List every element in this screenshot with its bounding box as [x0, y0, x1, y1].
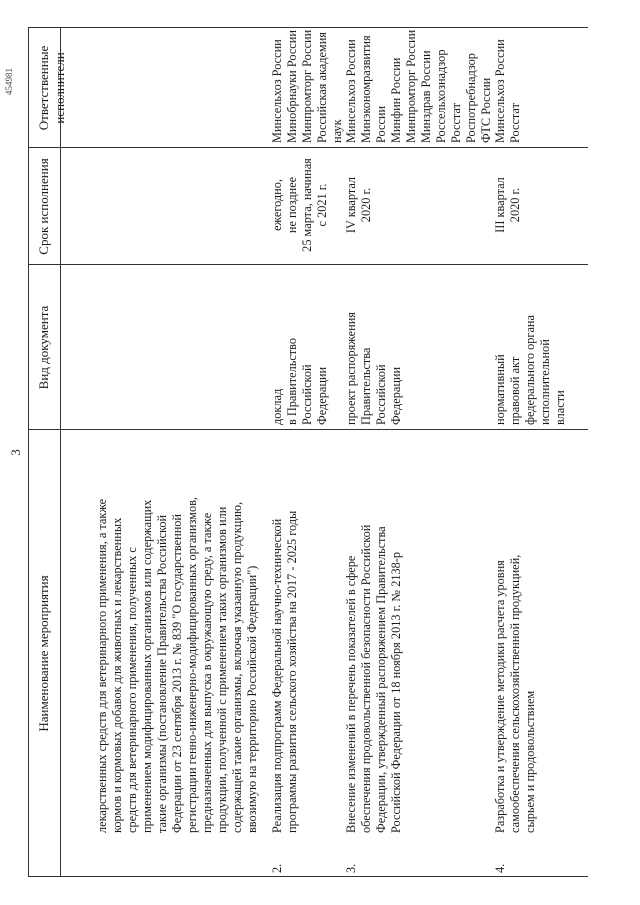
row-4-executors: Минсельхоз России Росстат [493, 39, 522, 143]
header-bottom-border [60, 28, 61, 877]
row-2-doc-type: доклад в Правительство Российской Федерации [270, 337, 329, 425]
document-stamp: 454981 [4, 68, 14, 95]
column-divider-1 [28, 429, 588, 430]
column-header-deadline: Срок исполнения [36, 158, 51, 255]
row-4-number: 4. [493, 863, 507, 873]
table-right-border [28, 27, 588, 28]
column-divider-2 [28, 264, 588, 265]
row-2-number: 2. [270, 863, 284, 873]
row-3-number: 3. [344, 863, 358, 873]
table-top-border [28, 28, 29, 877]
column-divider-3 [28, 147, 588, 148]
table-left-border [28, 876, 588, 877]
row-3-doc-type: проект распоряжения Правительства Российской Федерации [344, 312, 403, 425]
row-2-executors: Минсельхоз России Минобрнауки России Минпромторг России Российская академия наук [270, 29, 344, 143]
column-header-executors: Ответственные исполнители [36, 45, 67, 131]
column-header-name: Наименование мероприятия [36, 575, 51, 732]
row-1-name: лекарственных средств для ветеринарного применения, а также кормов и кормовых добавок для животных и лекарственных средств для ветеринарного применения, полученных с применением модифицированных организмов или содержащих такие организмы (постановление Правительства Российской Федерации от 23 сентября 2013 г. № 839 "О государственной регистрации генно-инженерно-модифицированных организмов, предназначенных для выпуска в окружающую среду, а также продукции, полученной с применением таких организмов или содержащей такие организмы, включая указанную продукцию, ввозимую на территорию Российской Федерации") [95, 497, 259, 833]
column-header-doc-type: Вид документа [36, 305, 51, 390]
row-4-deadline: III квартал 2020 г. [493, 177, 522, 233]
row-4-doc-type: нормативный правовой акт федерального органа исполнительной власти [493, 315, 567, 425]
row-3-name: Внесение изменений в перечень показателей в сфере обеспечения продовольственной безопасности Российской Федерации, утвержденный распоряжением Правительства Российской Федерации от 18 ноября 2013 г. № 2138-р [344, 524, 403, 833]
row-4-name: Разработка и утверждение методики расчета уровня самообеспечения сельскохозяйственной продукцией, сырьем и продовольствием [493, 554, 537, 833]
page-number: 3 [8, 449, 23, 456]
row-2-name: Реализация подпрограмм Федеральной научно-технической программы развития сельского хозяйства на 2017 - 2025 годы [270, 510, 299, 833]
row-3-executors: Минсельхоз России Минэкономразвития России Минфин России Минпромторг России Минздрав России Россельхознадзор Росстат Роспотребнадзор ФТС России [344, 29, 493, 143]
row-2-deadline: ежегодно, не позднее 25 марта, начиная с 2021 г. [270, 158, 329, 252]
row-3-deadline: IV квартал 2020 г. [344, 176, 373, 234]
